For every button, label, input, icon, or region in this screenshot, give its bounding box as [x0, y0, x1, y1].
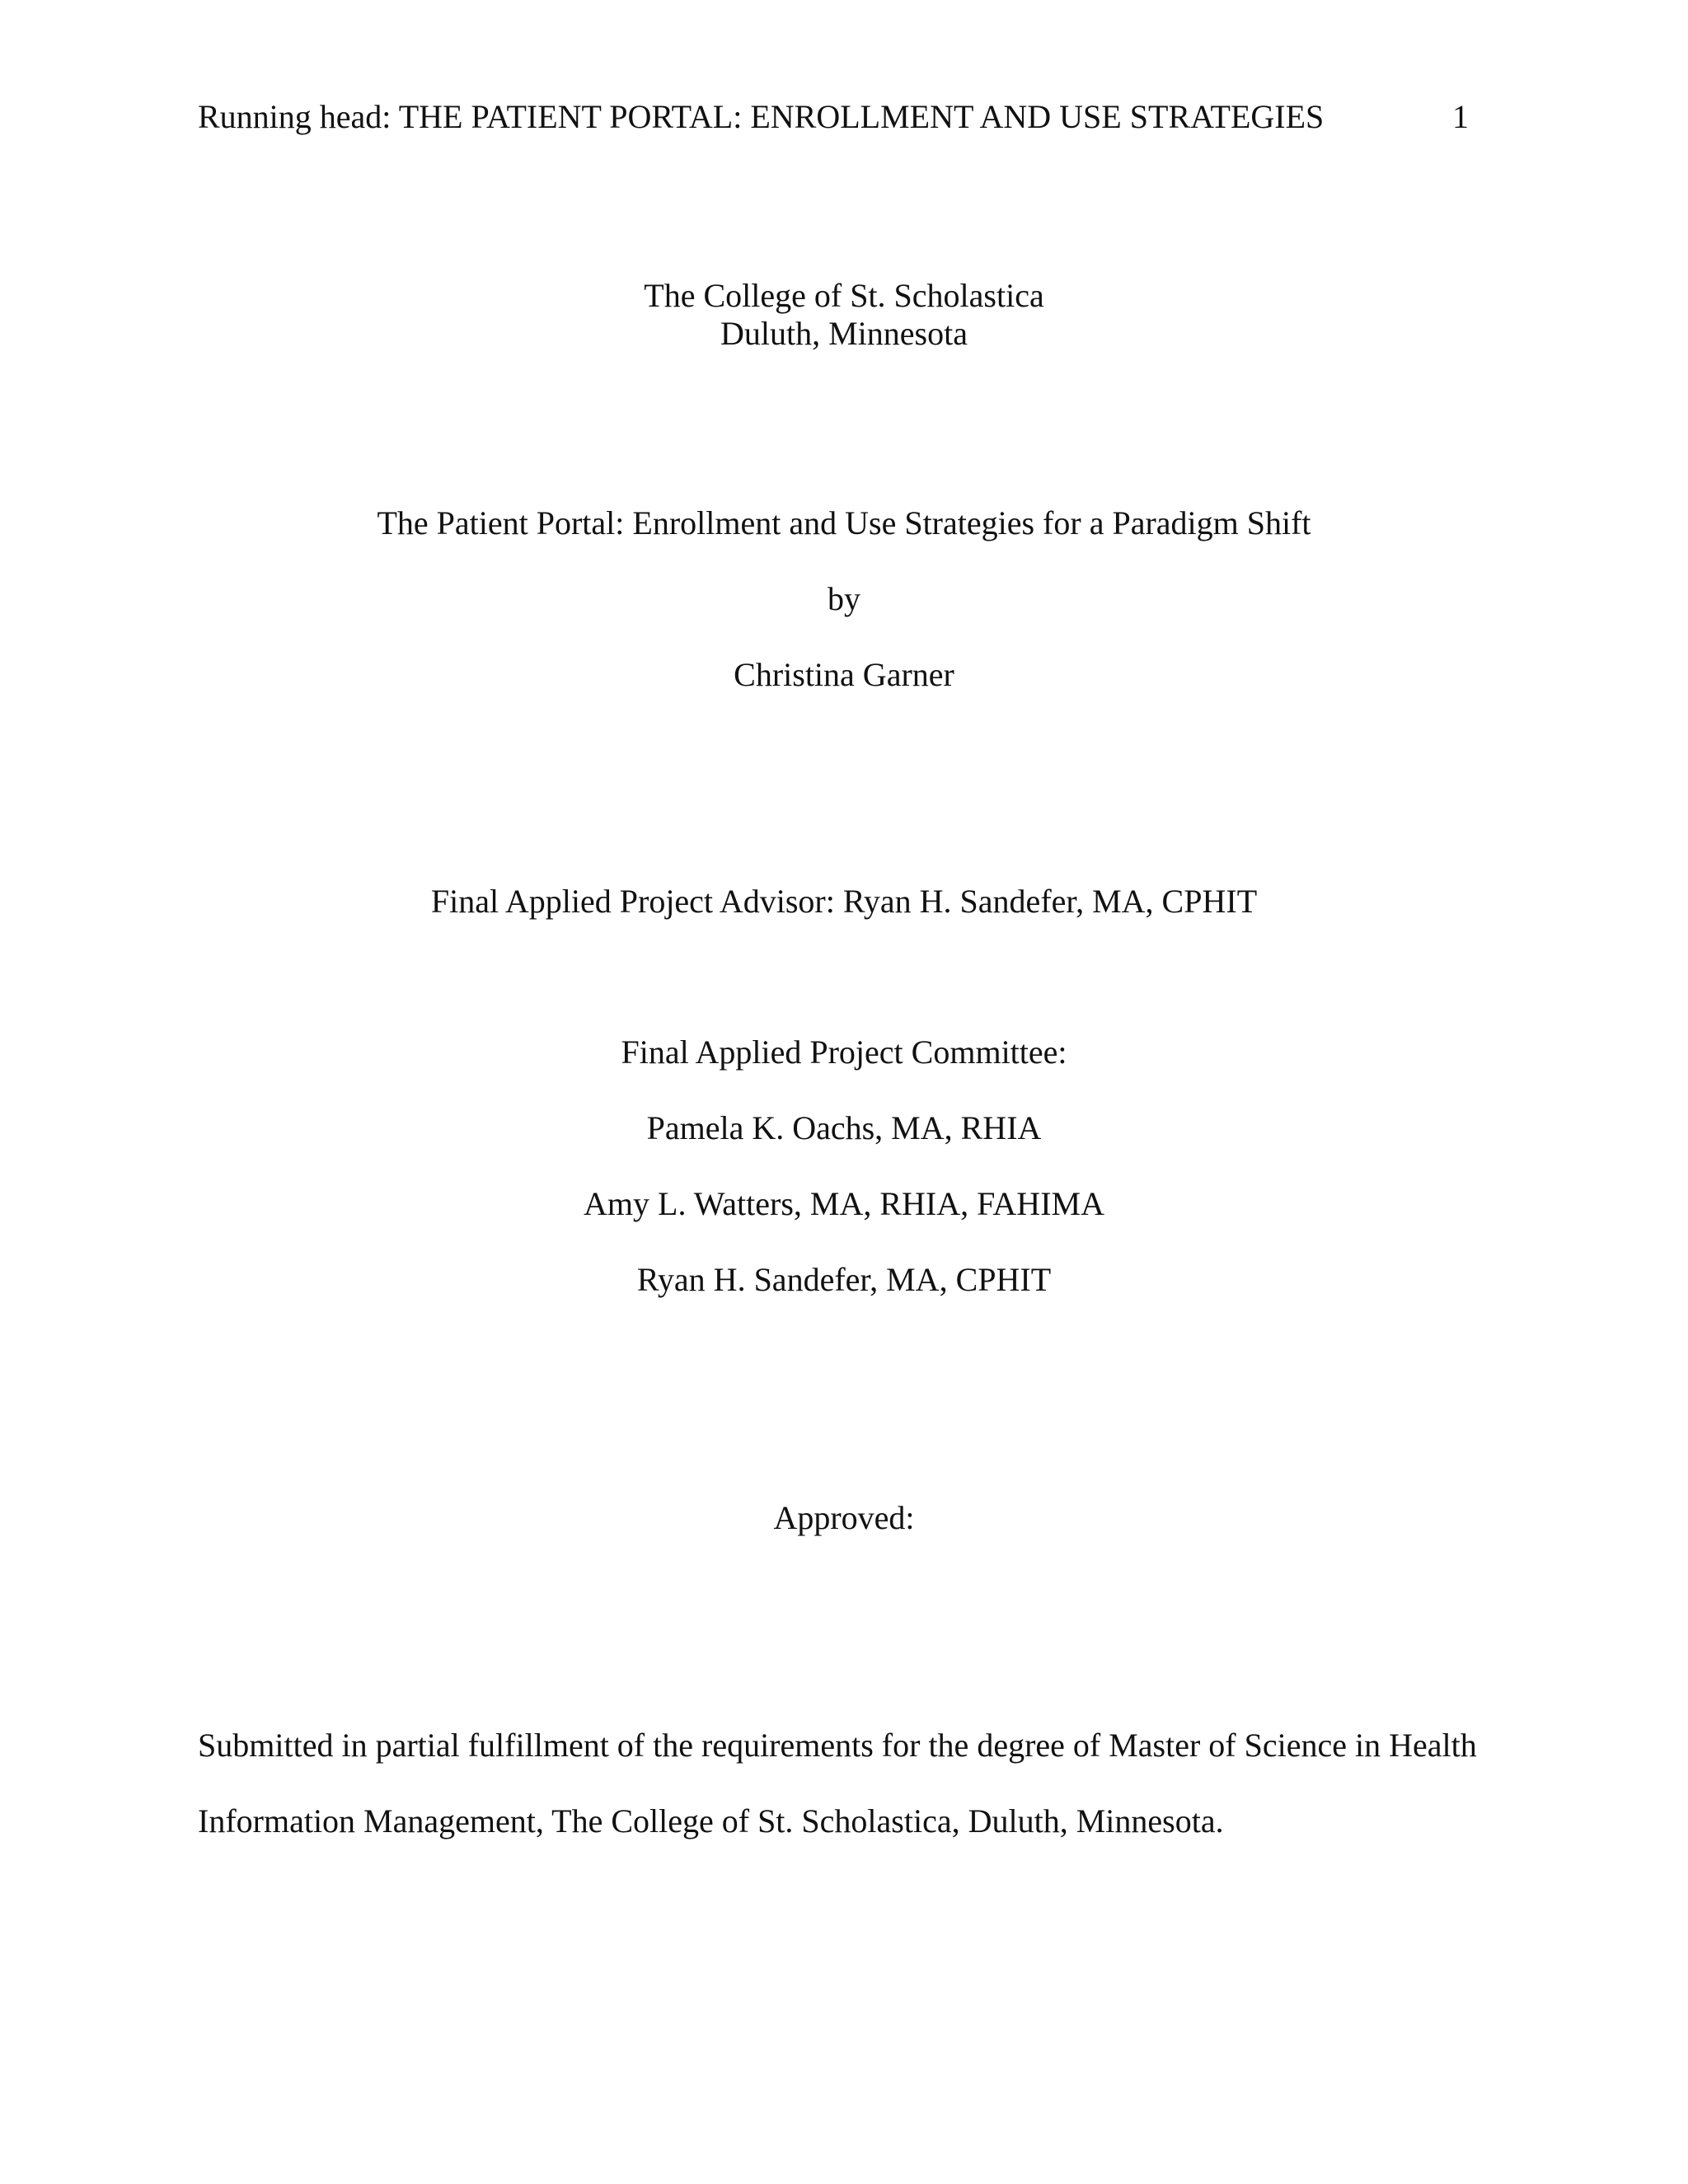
committee-heading: Final Applied Project Committee: [621, 1033, 1067, 1071]
submission-statement-line-1: Submitted in partial fulfillment of the requirements for the degree of Master of Science in Health [198, 1727, 1477, 1764]
approved-label: Approved: [773, 1499, 915, 1536]
project-advisor: Final Applied Project Advisor: Ryan H. Sandefer, MA, CPHIT [430, 883, 1258, 920]
author-name: Christina Garner [734, 656, 954, 693]
committee-member: Ryan H. Sandefer, MA, CPHIT [636, 1261, 1052, 1298]
institution-name: The College of St. Scholastica [644, 277, 1044, 314]
committee-member: Amy L. Watters, MA, RHIA, FAHIMA [584, 1185, 1104, 1222]
document-title: The Patient Portal: Enrollment and Use Strategies for a Paradigm Shift [377, 504, 1311, 541]
submission-statement-line-2: Information Management, The College of St. Scholastica, Duluth, Minnesota. [198, 1802, 1224, 1840]
committee-member: Pamela K. Oachs, MA, RHIA [646, 1109, 1042, 1146]
running-head: Running head: THE PATIENT PORTAL: ENROLLMENT AND USE STRATEGIES [198, 98, 1325, 135]
page-number: 1 [1452, 98, 1469, 135]
institution-location: Duluth, Minnesota [720, 315, 968, 352]
by-line: by [828, 580, 860, 617]
